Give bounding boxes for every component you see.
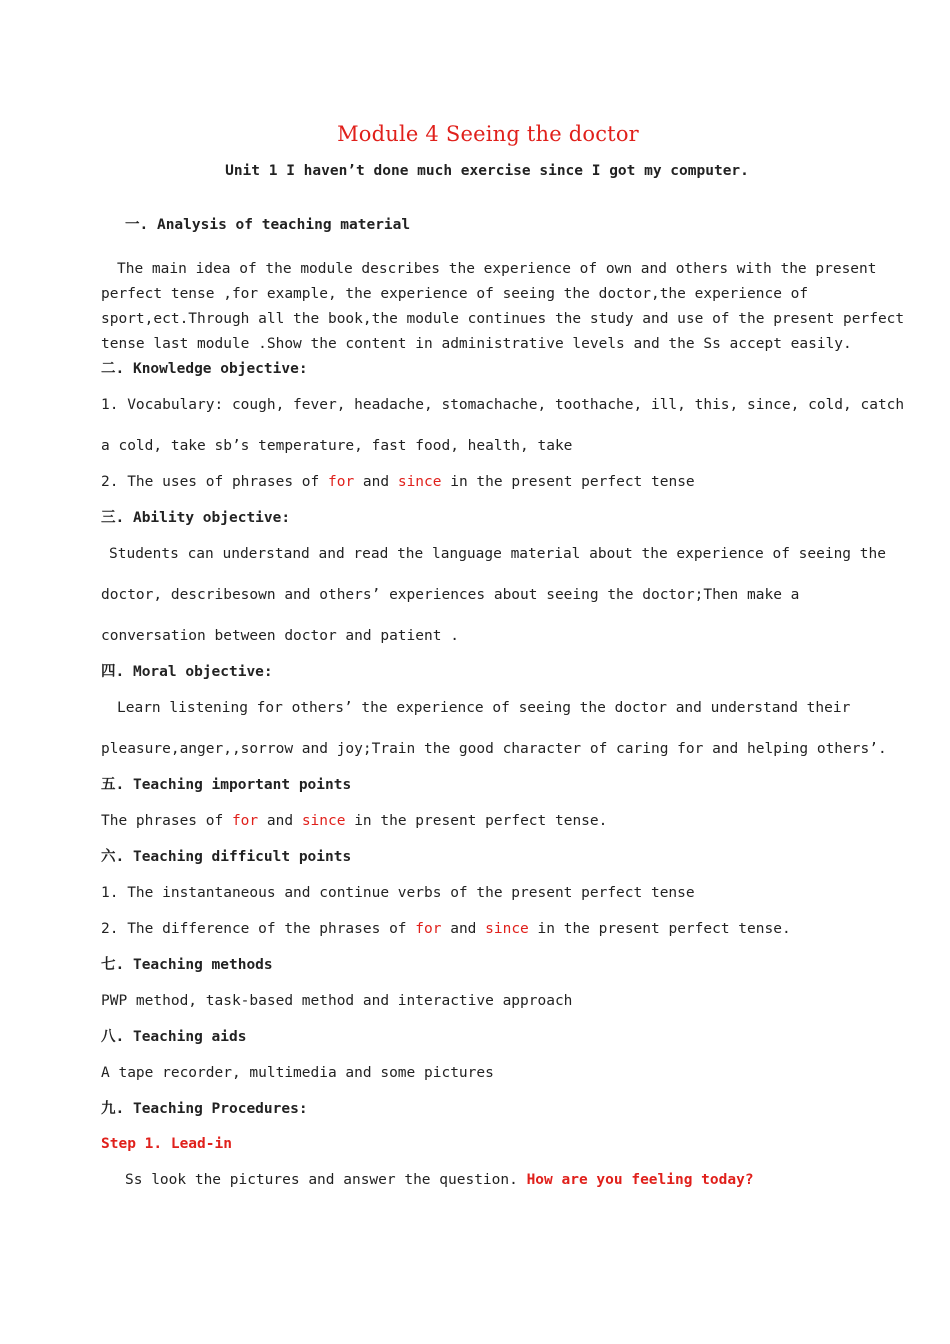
paragraph-line: doctor, describesown and others’ experiences about seeing the doctor;Then make a: [101, 587, 800, 603]
keyword-since: since: [301, 813, 346, 829]
section-heading-methods: 七. Teaching methods: [101, 957, 273, 973]
difficult-points-line: 1. The instantaneous and continue verbs of the present perfect tense: [101, 885, 695, 901]
keyword-for: for: [415, 921, 442, 937]
important-points-line: [101, 811, 607, 831]
text-span: and: [258, 813, 302, 829]
text-span: and: [441, 921, 486, 937]
text-span: 2. The difference of the phrases of: [101, 921, 416, 937]
text-span: The phrases of: [101, 813, 232, 829]
section-heading-analysis: 一. Analysis of teaching material: [125, 217, 411, 233]
text-span: and: [354, 474, 398, 490]
section-heading-difficult-points: 六. Teaching difficult points: [101, 849, 352, 865]
text-span: in the present perfect tense.: [528, 921, 791, 937]
paragraph-line: perfect tense ,for example, the experience of seeing the doctor,the experience of: [101, 286, 809, 302]
section-heading-procedures: 九. Teaching Procedures:: [101, 1101, 308, 1117]
section-heading-aids: 八. Teaching aids: [101, 1029, 247, 1045]
page-title: Module 4 Seeing the doctor: [337, 122, 639, 146]
paragraph-line: pleasure,anger,,sorrow and joy;Train the good character of caring for and helping others’.: [101, 741, 887, 757]
step-line: [125, 1170, 754, 1190]
section-heading-knowledge: 二. Knowledge objective:: [101, 361, 308, 377]
section-heading-moral: 四. Moral objective:: [101, 664, 273, 680]
section-heading-ability: 三. Ability objective:: [101, 510, 291, 526]
step-question: How are you feeling today?: [526, 1172, 754, 1188]
section-heading-important-points: 五. Teaching important points: [101, 777, 352, 793]
text-span: Ss look the pictures and answer the question.: [125, 1172, 527, 1188]
keyword-since: since: [485, 921, 529, 937]
keyword-since: since: [397, 474, 442, 490]
methods-line: PWP method, task-based method and interactive approach: [101, 993, 573, 1009]
paragraph-line: sport,ect.Through all the book,the module continues the study and use of the present perfect: [101, 311, 905, 327]
paragraph-line: The main idea of the module describes the experience of own and others with the present: [117, 261, 877, 277]
paragraph-line: Learn listening for others’ the experience of seeing the doctor and understand their: [117, 700, 851, 716]
paragraph-line: Students can understand and read the language material about the experience of seeing the: [109, 546, 886, 562]
paragraph-line: conversation between doctor and patient .: [101, 628, 459, 644]
text-span: in the present perfect tense: [441, 474, 695, 490]
unit-subtitle: Unit 1 I haven’t done much exercise since I got my computer.: [225, 163, 749, 179]
keyword-for: for: [231, 813, 259, 829]
difficult-points-line: [101, 919, 791, 939]
text-span: 2. The uses of phrases of: [101, 474, 328, 490]
text-span: in the present perfect tense.: [345, 813, 608, 829]
vocabulary-line: a cold, take sb’s temperature, fast food, health, take: [101, 438, 573, 454]
uses-line: [101, 472, 695, 492]
aids-line: A tape recorder, multimedia and some pictures: [101, 1065, 494, 1081]
paragraph-line: tense last module .Show the content in administrative levels and the Ss accept easily.: [101, 336, 852, 352]
keyword-for: for: [327, 474, 355, 490]
step-label: Step 1. Lead-in: [101, 1136, 232, 1152]
vocabulary-line: 1. Vocabulary: cough, fever, headache, stomachache, toothache, ill, this, since, cold, catch: [101, 397, 905, 413]
